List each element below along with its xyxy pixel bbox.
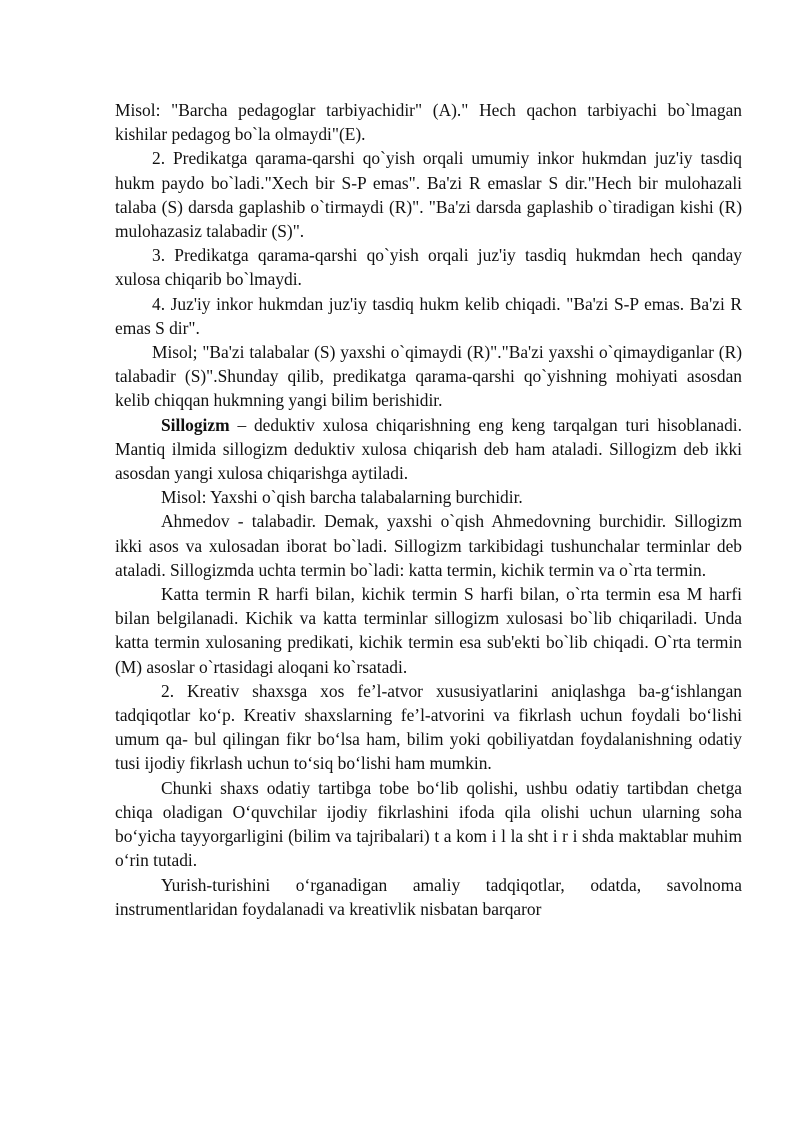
paragraph-rule-3: 3. Predikatga qarama-qarshi qo`yish orqali juz'iy tasdiq hukmdan hech qanday xulosa chiqarib bo`lmaydi. — [115, 245, 742, 290]
paragraph-rule-2: 2. Predikatga qarama-qarshi qo`yish orqali umumiy inkor hukmdan juz'iy tasdiq hukm paydo bo`ladi."Xech bir S-P emas". Ba'zi R emaslar S dir."Hech bir mulohazali talaba (S) darsda gaplashib o`tirmaydi (R)". "Ba'zi darsda gaplashib o`tiradigan kishi (R) mulohazasiz talabadir (S)". — [115, 148, 742, 242]
paragraph-behavior-research: Yurish-turishini o‘rganadigan amaliy tadqiqotlar, odatda, savolnoma instrumentlaridan foydalanadi va kreativlik nisbatan barqaror — [115, 874, 742, 919]
term-syllogism: Sillogizm — [161, 414, 230, 435]
paragraph-syllogism-definition — [115, 413, 742, 486]
document-page — [115, 98, 742, 921]
paragraph-example-duty: Misol: Yaxshi o`qish barcha talabalarning burchidir. — [161, 487, 523, 508]
paragraph-example-students: Misol; "Ba'zi talabalar (S) yaxshi o`qimaydi (R)"."Ba'zi yaxshi o`qimaydiganlar (R) talabadir (S)".Shunday qilib, predikatga qarama-qarshi qo`yishning mohiyati asosdan kelib chiqqan hukmning yangi bilim berishidir. — [115, 342, 742, 411]
paragraph-example-a-e: Misol: "Barcha pedagoglar tarbiyachidir" (A)." Hech qachon tarbiyachi bo`lmagan kishilar pedagog bo`la olmaydi"(E). — [115, 100, 742, 145]
paragraph-terms: Katta termin R harfi bilan, kichik termin S harfi bilan, o`rta termin esa M harfi bilan belgilanadi. Kichik va katta terminlar sillogizm xulosasi bo`lib chiqariladi. Unda katta termin xulosaning predikati, kichik termin esa sub'ekti bo`lib chiqadi. O`rta termin (M) asoslar o`rtasidagi aloqani ko`rsatadi. — [115, 584, 742, 677]
paragraph-routine: Chunki shaxs odatiy tartibga tobe bo‘lib qolishi, ushbu odatiy tartibdan chetga chiqa oladigan O‘quvchilar ijodiy fikrlashini ifoda qila olishi uchun ularning soha bo‘yicha tayyorgarligini (bilim va tajribalari) t a kom i l la sht i r i shda maktablar muhim o‘rin tutadi. — [115, 777, 742, 871]
syllogism-definition-text: – deduktiv xulosa chiqarishning eng keng tarqalgan turi hisoblanadi. Mantiq ilmida sillogizm deduktiv xulosa chiqarish deb ham ataladi. Sillogizm deb ikki asosdan yangi xulosa chiqarishga aytiladi. — [115, 414, 742, 484]
paragraph-rule-4: 4. Juz'iy inkor hukmdan juz'iy tasdiq hukm kelib chiqadi. "Ba'zi S-P emas. Ba'zi R emas S dir". — [115, 293, 742, 338]
paragraph-creative-traits: 2. Kreativ shaxsga xos fe’l-atvor xususiyatlarini aniqlashga ba-g‘ishlangan tadqiqotlar ko‘p. Kreativ shaxslarning fe’l-atvorini va fikrlash uchun foydali bo‘lishi umum qa- bul qilingan fikr bo‘lsa ham, bilim yoki qobiliyatdan foydalanishning odatiy tusi ijodiy fikrlash uchun to‘siq bo‘lishi ham mumkin. — [115, 680, 742, 774]
paragraph-ahmedov: Ahmedov - talabadir. Demak, yaxshi o`qish Ahmedovning burchidir. Sillogizm ikki asos va xulosadan iborat bo`ladi. Sillogizm tarkibidagi tushunchalar terminlar deb ataladi. Sillogizmda uchta termin bo`ladi: katta termin, kichik termin va o`rta termin. — [115, 511, 742, 580]
